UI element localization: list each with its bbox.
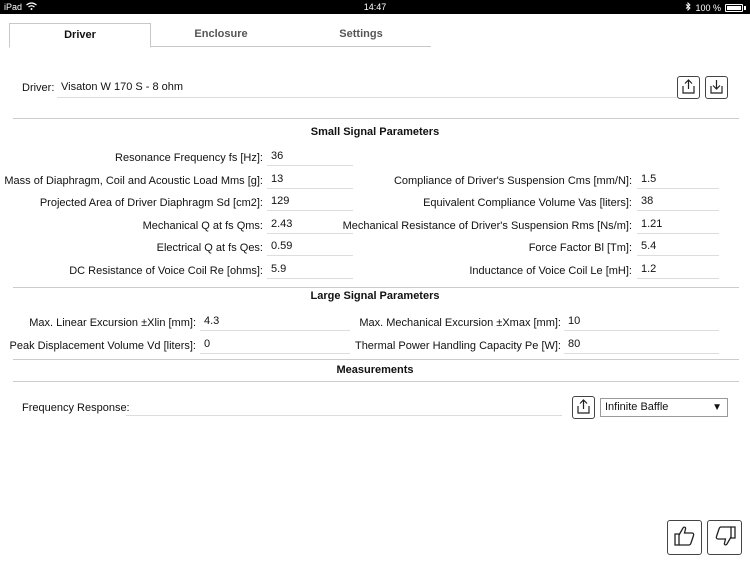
sd-field[interactable]: 129 xyxy=(267,194,353,211)
battery-percent: 100 % xyxy=(695,2,721,13)
tab-enclosure[interactable]: Enclosure xyxy=(194,28,248,40)
divider xyxy=(13,359,739,360)
tab-driver[interactable]: Driver xyxy=(9,23,151,48)
bluetooth-icon xyxy=(685,2,691,13)
divider xyxy=(13,118,739,119)
enclosure-type-select[interactable] xyxy=(600,398,728,417)
fs-field[interactable]: 36 xyxy=(267,149,353,166)
enclosure-type-value: Infinite Baffle xyxy=(605,401,669,413)
download-icon xyxy=(708,78,725,98)
vas-label: Equivalent Compliance Volume Vas [liters]: xyxy=(423,197,632,209)
export-driver-button[interactable] xyxy=(677,76,700,99)
qes-field[interactable]: 0.59 xyxy=(267,239,353,256)
le-label: Inductance of Voice Coil Le [mH]: xyxy=(469,265,632,277)
vas-field[interactable]: 38 xyxy=(637,194,719,211)
vd-label: Peak Displacement Volume Vd [liters]: xyxy=(9,340,196,352)
divider xyxy=(13,287,739,288)
small-signal-title: Small Signal Parameters xyxy=(310,126,440,138)
upload-icon xyxy=(575,398,592,418)
mms-label: Mass of Diaphragm, Coil and Acoustic Load Mms [g]: xyxy=(4,175,263,187)
frequency-response-label: Frequency Response: xyxy=(22,402,130,414)
qms-field[interactable]: 2.43 xyxy=(267,217,353,234)
upload-icon xyxy=(680,78,697,98)
thumbs-up-icon xyxy=(673,524,697,551)
driver-label: Driver: xyxy=(22,82,55,94)
mms-field[interactable]: 13 xyxy=(267,172,353,189)
xmax-label: Max. Mechanical Excursion ±Xmax [mm]: xyxy=(359,317,561,329)
thumbs-down-icon xyxy=(713,524,737,551)
pe-label: Thermal Power Handling Capacity Pe [W]: xyxy=(354,340,561,352)
tab-bar xyxy=(9,23,431,47)
dislike-button[interactable] xyxy=(707,520,742,555)
cms-label: Compliance of Driver's Suspension Cms [mm/N]: xyxy=(393,175,632,187)
frequency-response-field[interactable] xyxy=(126,399,562,416)
qms-label: Mechanical Q at fs Qms: xyxy=(142,220,263,232)
status-bar xyxy=(0,0,750,14)
bl-label: Force Factor Bl [Tm]: xyxy=(528,242,632,254)
driver-row xyxy=(22,80,672,98)
rms-label: Mechanical Resistance of Driver's Suspension Rms [Ns/m]: xyxy=(342,220,632,232)
cms-field[interactable]: 1.5 xyxy=(637,172,719,189)
xmax-field[interactable]: 10 xyxy=(564,314,719,331)
export-frequency-button[interactable] xyxy=(572,396,595,419)
divider xyxy=(13,381,739,382)
like-button[interactable] xyxy=(667,520,702,555)
vd-field[interactable]: 0 xyxy=(200,337,350,354)
fs-label: Resonance Frequency fs [Hz]: xyxy=(115,152,263,164)
rms-field[interactable]: 1.21 xyxy=(637,217,719,234)
driver-field[interactable]: Visaton W 170 S - 8 ohm xyxy=(57,80,687,98)
xlin-label: Max. Linear Excursion ±Xlin [mm]: xyxy=(29,317,196,329)
tab-settings[interactable]: Settings xyxy=(339,28,383,40)
battery-icon xyxy=(725,4,743,12)
dropdown-arrow-icon: ▼ xyxy=(712,402,722,413)
device-name: iPad xyxy=(4,2,23,12)
large-signal-title: Large Signal Parameters xyxy=(310,290,440,302)
re-field[interactable]: 5.9 xyxy=(267,262,353,279)
re-label: DC Resistance of Voice Coil Re [ohms]: xyxy=(69,265,263,277)
sd-label: Projected Area of Driver Diaphragm Sd [cm2]: xyxy=(39,197,263,209)
qes-label: Electrical Q at fs Qes: xyxy=(156,242,263,254)
xlin-field[interactable]: 4.3 xyxy=(200,314,350,331)
clock: 14:47 xyxy=(363,2,387,12)
measurements-title: Measurements xyxy=(336,364,414,376)
pe-field[interactable]: 80 xyxy=(564,337,719,354)
le-field[interactable]: 1.2 xyxy=(637,262,719,279)
bl-field[interactable]: 5.4 xyxy=(637,239,719,256)
battery-tip xyxy=(744,6,746,10)
import-driver-button[interactable] xyxy=(705,76,728,99)
